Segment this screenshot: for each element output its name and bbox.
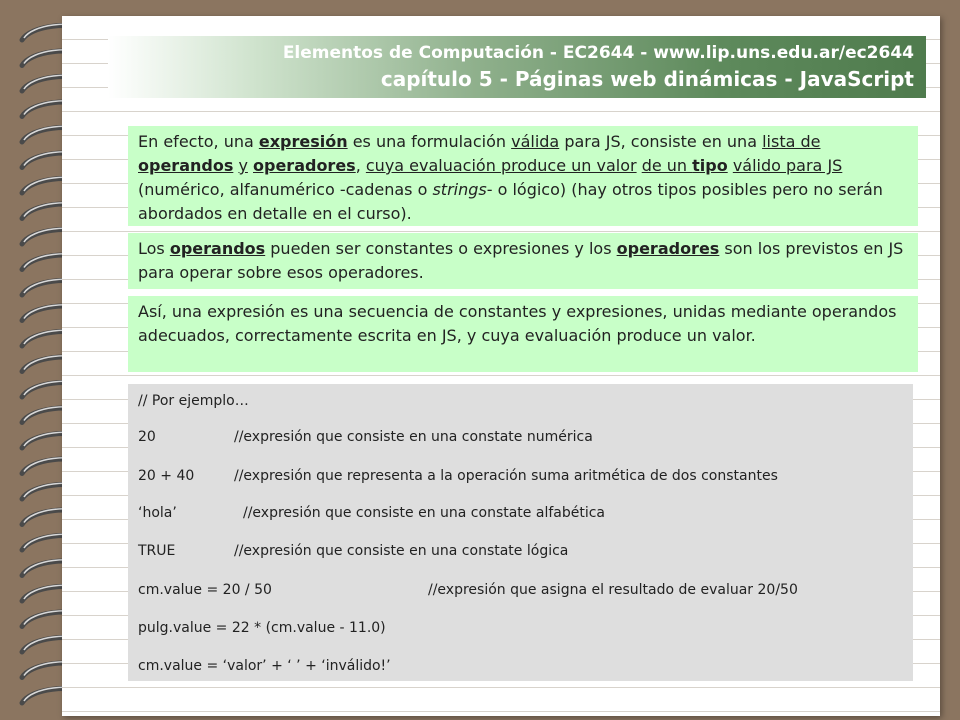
code-examples <box>128 384 913 681</box>
code-line: TRUE //expresión que consiste en una constate lógica <box>138 543 569 559</box>
term-operandos-2: operandos <box>169 239 266 258</box>
code-line: ‘hola’ //expresión que consiste en una constate alfabética <box>138 505 605 521</box>
term-operandos: operandos <box>138 156 234 175</box>
summary-box: Así, una expresión es una secuencia de constantes y expresiones, unidas mediante operandos adecuados, correctamente escrita en JS, y cuya evaluación produce un valor. <box>128 296 918 372</box>
operands-box: Los operandos pueden ser constantes o expresiones y los operadores son los previstos en JS para operar sobre esos operadores. <box>128 233 918 289</box>
code-line: cm.value = 20 / 50 //expresión que asigna el resultado de evaluar 20/50 <box>138 582 798 598</box>
term-operadores-2: operadores <box>616 239 720 258</box>
term-operadores: operadores <box>253 156 356 175</box>
code-comment: //expresión que consiste en una constate lógica <box>234 543 569 559</box>
term-expresion: expresión <box>258 132 348 151</box>
chapter-title: capítulo 5 - Páginas web dinámicas - JavaScript <box>380 67 914 91</box>
code-comment: //expresión que consiste en una constate alfabética <box>243 505 605 521</box>
code-line: 20 //expresión que consiste en una constate numérica <box>138 429 593 445</box>
term-tipo: tipo <box>692 156 728 175</box>
slide-header <box>108 36 926 98</box>
definition-box: En efecto, una expresión es una formulación válida para JS, consiste en una lista de operandos y operadores, cuya evaluación produce un valor de un tipo válido para JS (numérico, alfanumérico -cadenas o strings- o lógico) (hay otros tipos posibles pero no serán abordados en detalle en el curso). <box>128 126 918 226</box>
code-line: cm.value = ‘valor’ + ‘ ’ + ‘inválido!’ <box>138 658 391 674</box>
code-line: pulg.value = 22 * (cm.value - 11.0) <box>138 620 386 636</box>
code-line: // Por ejemplo… <box>138 393 249 409</box>
code-line: 20 + 40 //expresión que representa a la operación suma aritmética de dos constantes <box>138 468 778 484</box>
code-comment: //expresión que representa a la operación suma aritmética de dos constantes <box>234 468 778 484</box>
code-comment: //expresión que asigna el resultado de evaluar 20/50 <box>428 582 798 598</box>
course-title: Elementos de Computación - EC2644 - www.lip.uns.edu.ar/ec2644 <box>282 43 914 63</box>
code-comment: //expresión que consiste en una constate numérica <box>234 429 593 445</box>
